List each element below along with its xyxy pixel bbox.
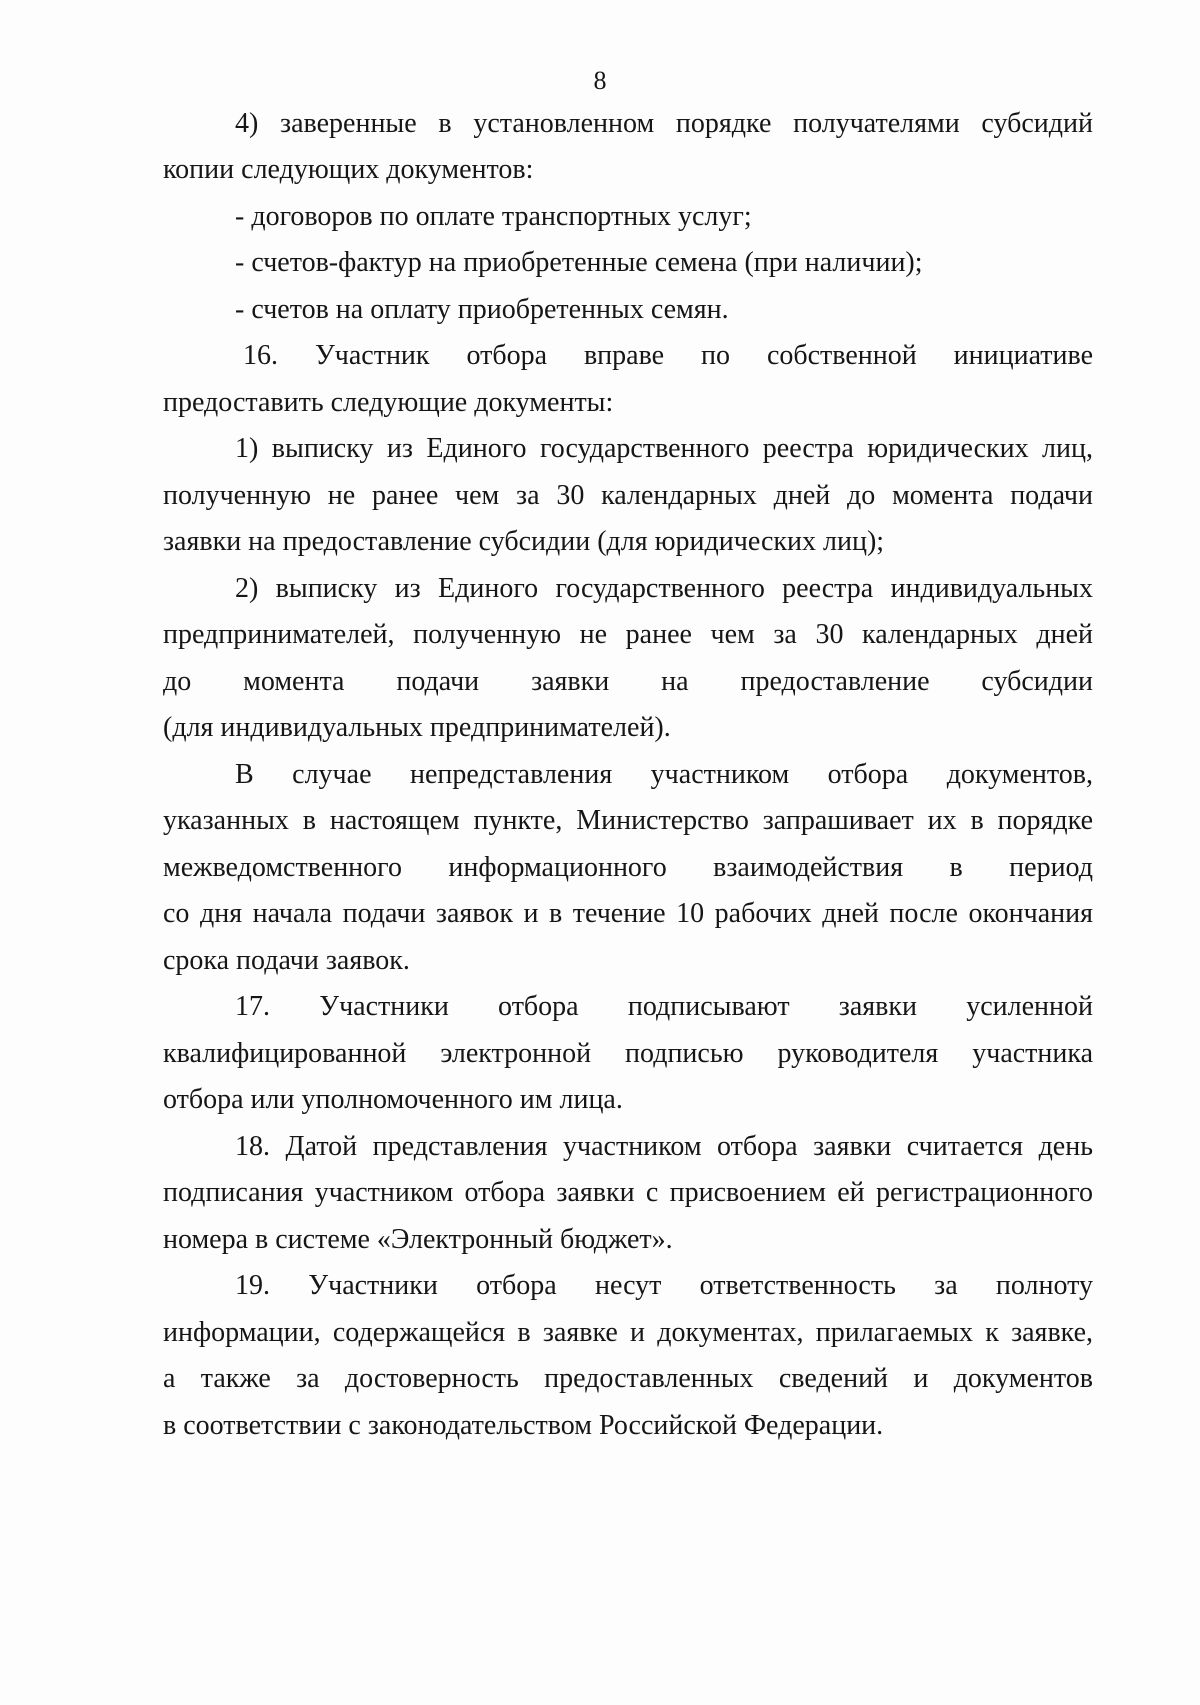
- text-line: предоставить следующие документы:: [163, 387, 614, 418]
- text-line: В случае непредставления участником отбора документов,: [235, 759, 1093, 790]
- text-line: копии следующих документов:: [163, 154, 534, 185]
- text-line: срока подачи заявок.: [163, 945, 410, 976]
- text-line: полученную не ранее чем за 30 календарных дней до момента подачи: [163, 480, 1093, 511]
- page-number: 8: [593, 66, 607, 95]
- text-line: 19. Участники отбора несут ответственность за полноту: [235, 1270, 1093, 1301]
- text-line: 2) выписку из Единого государственного реестра индивидуальных: [235, 573, 1093, 604]
- text-line: - счетов-фактур на приобретенные семена (при наличии);: [235, 247, 923, 278]
- text-line: - договоров по оплате транспортных услуг;: [235, 201, 752, 232]
- text-line: до момента подачи заявки на предоставление субсидии: [163, 666, 1093, 697]
- text-line: 16. Участник отбора вправе по собственной инициативе: [243, 340, 1093, 371]
- text-line: - счетов на оплату приобретенных семян.: [235, 294, 729, 325]
- text-line: межведомственного информационного взаимодействия в период: [163, 852, 1093, 883]
- text-line: 1) выписку из Единого государственного реестра юридических лиц,: [235, 433, 1093, 464]
- text-line: подписания участником отбора заявки с присвоением ей регистрационного: [163, 1177, 1093, 1208]
- text-line: а также за достоверность предоставленных сведений и документов: [163, 1363, 1093, 1394]
- text-line: 4) заверенные в установленном порядке получателями субсидий: [235, 108, 1093, 139]
- text-line: со дня начала подачи заявок и в течение 10 рабочих дней после окончания: [163, 898, 1093, 929]
- text-line: 18. Датой представления участником отбора заявки считается день: [235, 1131, 1093, 1162]
- text-line: квалифицированной электронной подписью руководителя участника: [163, 1038, 1093, 1069]
- text-line: в соответствии с законодательством Российской Федерации.: [163, 1410, 884, 1441]
- text-line: указанных в настоящем пункте, Министерство запрашивает их в порядке: [163, 805, 1093, 836]
- text-line: информации, содержащейся в заявке и документах, прилагаемых к заявке,: [163, 1317, 1093, 1348]
- text-line: заявки на предоставление субсидии (для юридических лиц);: [163, 526, 885, 557]
- text-line: отбора или уполномоченного им лица.: [163, 1084, 623, 1115]
- text-line: (для индивидуальных предпринимателей).: [163, 712, 671, 743]
- text-line: номера в системе «Электронный бюджет».: [163, 1224, 673, 1255]
- text-line: 17. Участники отбора подписывают заявки усиленной: [235, 991, 1093, 1022]
- text-line: предпринимателей, полученную не ранее чем за 30 календарных дней: [163, 619, 1093, 650]
